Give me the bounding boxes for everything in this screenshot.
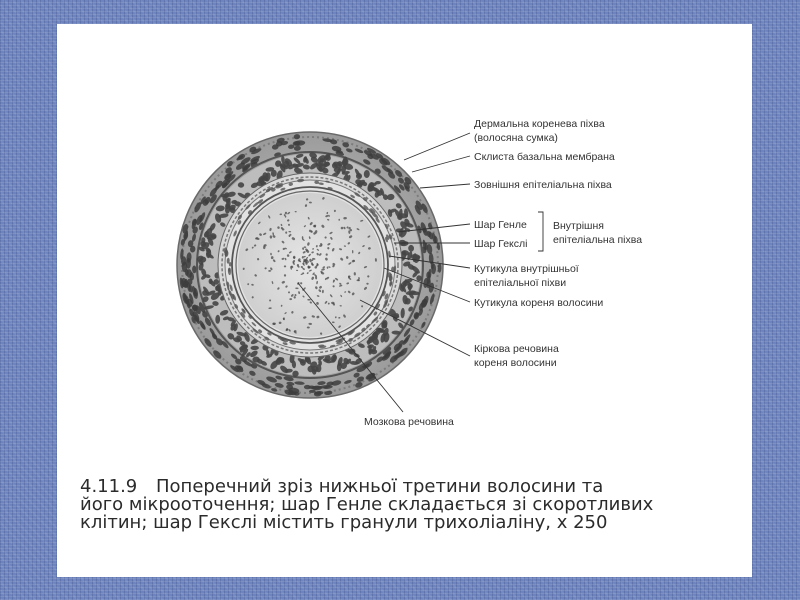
label-cortex: Кіркова речовина xyxy=(474,343,559,355)
cell-nucleus xyxy=(307,299,310,301)
label-inner-sheath: Внутрішня xyxy=(553,220,604,232)
label-cuticle-inner: Кутикула внутрішньої xyxy=(474,263,579,275)
cell-nucleus xyxy=(209,279,213,285)
label-henle-layer: Шар Генле xyxy=(474,219,527,231)
cortex xyxy=(238,193,382,337)
label-dermal-sheath-note: (волосяна сумка) xyxy=(474,132,558,144)
label-cuticle-inner-2: епітеліальної піхви xyxy=(474,277,567,289)
label-medulla: Мозкова речовина xyxy=(364,416,454,428)
caption-line-3: клітин; шар Гекслі містить гранули трихоліаліну, х 250 xyxy=(80,512,608,533)
label-cortex-2: кореня волосини xyxy=(474,357,557,369)
figure-caption xyxy=(80,478,740,532)
caption-line-1: Поперечний зріз нижньої третини волосини та xyxy=(156,476,604,497)
cell-nucleus xyxy=(284,265,286,267)
label-huxley-layer: Шар Гекслі xyxy=(474,238,528,250)
cell-nucleus xyxy=(226,199,230,208)
label-dermal-sheath: Дермальна коренева піхва xyxy=(474,118,605,130)
label-inner-sheath-2: епітеліальна піхва xyxy=(553,234,643,246)
label-outer-root-sheath: Зовнішня епітеліальна піхва xyxy=(474,179,612,191)
label-glassy-membrane: Склиста базальна мембрана xyxy=(474,151,615,163)
label-cuticle-root: Кутикула кореня волосини xyxy=(474,297,604,309)
caption-line-2: його мікрооточення; шар Генле складається зі скоротливих xyxy=(80,494,654,515)
caption-number: 4.11.9 xyxy=(80,476,138,497)
